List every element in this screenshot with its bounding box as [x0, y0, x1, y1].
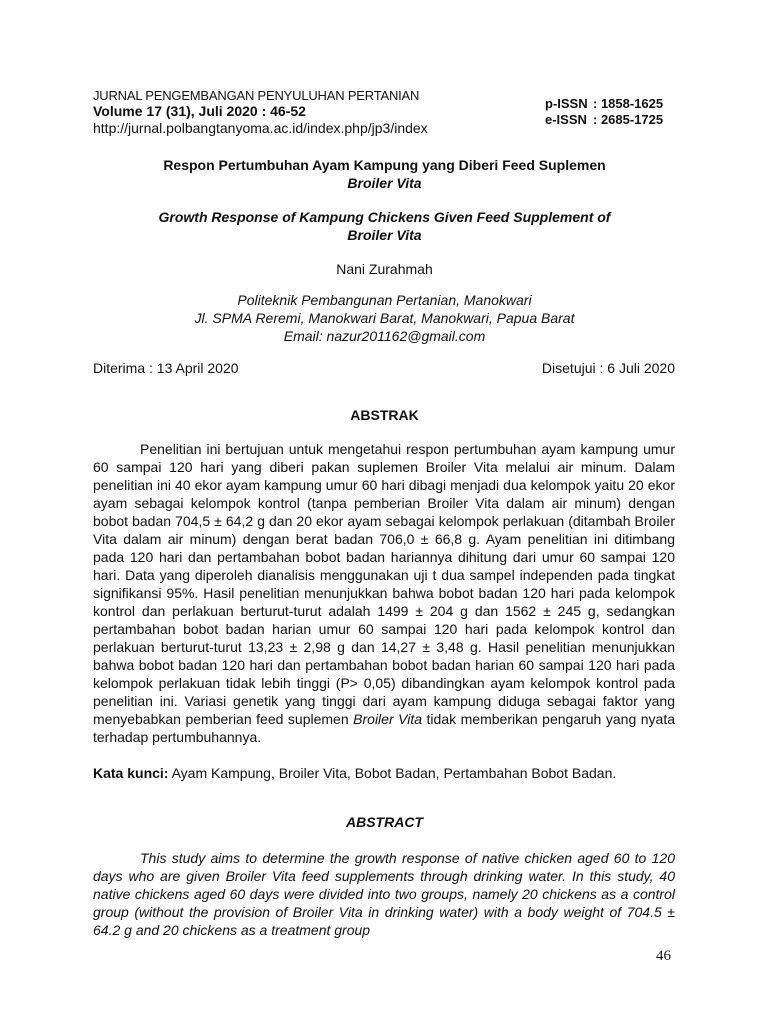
keywords [93, 764, 675, 782]
title-english [93, 208, 676, 244]
affiliation [93, 291, 676, 345]
abstrak-body-main: Penelitian ini bertujuan untuk mengetahui respon pertumbuhan ayam kampung umur 60 sampai 120 hari yang diberi pakan suplemen Broiler Vita melalui air minum. Dalam penelitian ini 40 ekor ayam kampung umur 60 hari dibagi menjadi dua kelompok yaitu 20 ekor ayam sebagai kelompok kontrol (tanpa pemberian Broiler Vita dalam air minum) dengan bobot badan 704,5 ± 64,2 g dan 20 ekor ayam sebagai kelompok perlakuan (ditambah Broiler Vita dalam air minum) dengan berat badan 706,0 ± 66,8 g. Ayam penelitian ini ditimbang pada 120 hari dan pertambahan bobot badan hariannya dihitung dari umur 60 sampai 120 hari. Data yang diperoleh dianalisis menggunakan uji t dua sampel independen pada tingkat signifikansi 95%. Hasil penelitian menunjukkan bahwa bobot badan 120 hari pada kelompok kontrol dan perlakuan berturut-turut adalah 1499 ± 204 g dan 1562 ± 245 g, sedangkan pertambahan bobot badan harian umur 60 sampai 120 hari pada kelompok kontrol dan perlakuan berturut-turut 13,23 ± 2,98 g dan 14,27 ± 3,48 g. Hasil penelitian menunjukkan bahwa bobot badan 120 hari dan pertambahan bobot badan harian 60 sampai 120 hari pada kelompok perlakuan tidak lebih tinggi (P> 0,05) dibandingkan ayam kelompok kontrol pada penelitian ini. Variasi genetik yang tinggi dari ayam kampung diduga sebagai faktor yang menyebabkan pemberian feed suplemen [93, 441, 675, 727]
page-number: 46 [656, 948, 671, 964]
title-indonesian [93, 156, 676, 192]
affiliation-email[interactable]: Email: nazur201162@gmail.com [283, 328, 486, 344]
keywords-label: Kata kunci: [93, 765, 169, 781]
abstrak-body-end: tidak memberikan pengaruh yang nyata terhadap pertumbuhannya. [93, 711, 675, 745]
abstrak-heading: ABSTRAK [350, 407, 419, 423]
title-id-line2: Broiler Vita [347, 175, 422, 191]
dates-row [93, 359, 675, 377]
title-id-line1: Respon Pertumbuhan Ayam Kampung yang Diberi Feed Suplemen [163, 157, 606, 173]
abstract-body: This study aims to determine the growth response of native chicken aged 60 to 120 days who are given Broiler Vita feed supplements through drinking water. In this study, 40 native chickens aged 60 days were divided into two groups, namely 20 chickens as a control group (without the provision of Broiler Vita in drinking water) with a body weight of 704.5 ± 64.2 g and 20 chickens as a treatment group [93, 850, 675, 938]
abstract-heading: ABSTRACT [346, 814, 423, 830]
eissn-value: : 2685-1725 [593, 112, 664, 127]
eissn-label: e-ISSN [545, 112, 587, 127]
affiliation-line1: Politeknik Pembangunan Pertanian, Manokwari [237, 292, 532, 308]
pissn-row [545, 96, 663, 112]
journal-url[interactable]: http://jurnal.polbangtanyoma.ac.id/index.php/jp3/index [93, 120, 428, 136]
keywords-text: Ayam Kampung, Broiler Vita, Bobot Badan, Pertambahan Bobot Badan. [168, 765, 617, 781]
title-en-line2: Broiler Vita [347, 227, 422, 243]
pissn-value: : 1858-1625 [593, 96, 664, 111]
journal-name: JURNAL PENGEMBANGAN PENYULUHAN PERTANIAN [93, 88, 420, 103]
journal-volume: Volume 17 (31), Juli 2020 : 46-52 [93, 103, 306, 119]
abstrak-body [93, 440, 675, 746]
abstrak-body-italic: Broiler Vita [353, 711, 423, 727]
issn-block [545, 96, 663, 128]
eissn-row [545, 112, 663, 128]
pissn-label: p-ISSN [545, 96, 588, 111]
author-name: Nani Zurahmah [336, 261, 433, 277]
accepted-date: Disetujui : 6 Juli 2020 [541, 360, 675, 376]
journal-header [93, 88, 523, 137]
title-en-line1: Growth Response of Kampung Chickens Given Feed Supplement of [158, 209, 611, 225]
received-date: Diterima : 13 April 2020 [93, 360, 239, 376]
affiliation-line2: Jl. SPMA Reremi, Manokwari Barat, Manokwari, Papua Barat [194, 310, 575, 326]
